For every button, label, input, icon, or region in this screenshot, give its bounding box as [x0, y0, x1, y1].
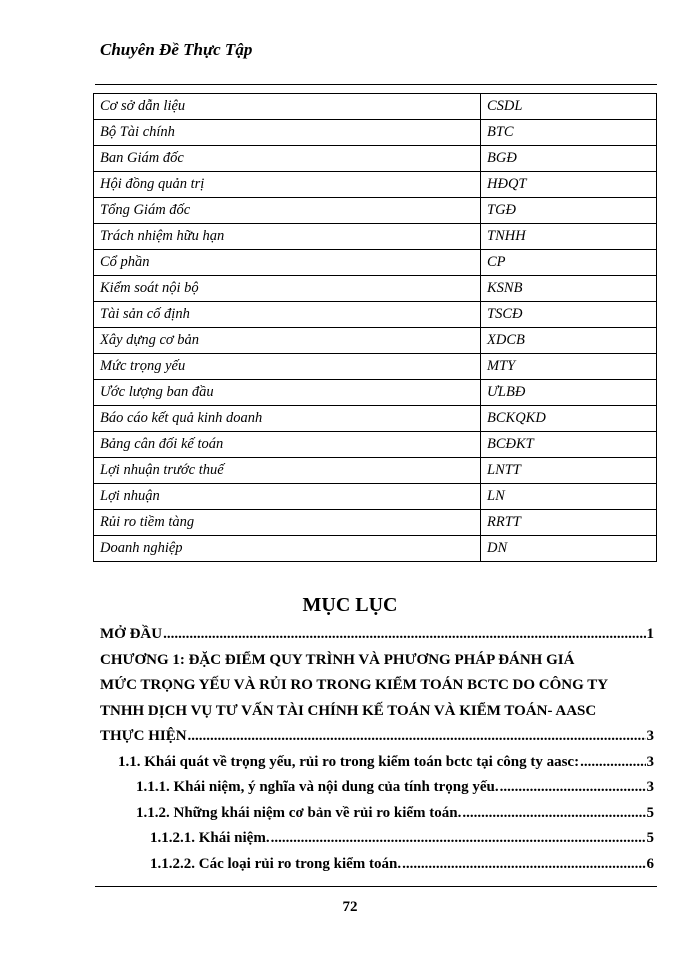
- toc-entry-page: 3: [646, 779, 654, 795]
- toc-title: MỤC LỤC: [302, 594, 398, 616]
- toc-leader-dots: [462, 801, 645, 827]
- toc-chapter-line: TNHH DỊCH VỤ TƯ VẤN TÀI CHÍNH KẾ TOÁN VÀ KIỂM TOÁN- AASC: [100, 702, 597, 719]
- abbreviation-code: DN: [481, 536, 657, 562]
- abbreviation-code: ƯLBĐ: [481, 380, 657, 406]
- abbreviation-row: [94, 276, 657, 302]
- abbreviation-term: Cổ phần: [94, 250, 481, 276]
- toc-leader-dots: [580, 750, 645, 776]
- abbreviation-row: [94, 172, 657, 198]
- toc-entry-page: 5: [646, 804, 654, 821]
- header-title: Chuyên Đề Thực Tập: [100, 40, 253, 59]
- abbreviation-term: Cơ sở dẫn liệu: [94, 94, 481, 120]
- header-rule: [95, 84, 657, 85]
- toc-entry-label: 1.1.2. Những khái niệm cơ bản về rủi ro kiểm toán.: [136, 804, 462, 821]
- abbreviation-row: [94, 406, 657, 432]
- toc-entry-page: 5: [646, 830, 654, 846]
- abbreviation-term: Ban Giám đốc: [94, 146, 481, 172]
- abbreviation-code: XDCB: [481, 328, 657, 354]
- toc-entry-label: MỞ ĐẦU: [100, 626, 163, 642]
- abbreviation-row: [94, 94, 657, 120]
- abbreviation-code: TNHH: [481, 224, 657, 250]
- toc-entry-mo-dau[interactable]: [100, 622, 654, 648]
- abbreviation-row: [94, 354, 657, 380]
- abbreviation-code: BGĐ: [481, 146, 657, 172]
- table-of-contents: [100, 622, 654, 877]
- abbreviation-row: [94, 224, 657, 250]
- toc-entry-page: 1: [646, 626, 654, 642]
- toc-entry-section[interactable]: [100, 826, 654, 852]
- abbreviation-row: [94, 250, 657, 276]
- abbreviation-code: MTY: [481, 354, 657, 380]
- abbreviation-term: Bảng cân đối kế toán: [94, 432, 481, 458]
- abbreviation-code: CSDL: [481, 94, 657, 120]
- toc-leader-dots: [271, 826, 646, 852]
- toc-entry-label: 1.1.2.1. Khái niệm.: [150, 830, 270, 846]
- abbreviation-code: RRTT: [481, 510, 657, 536]
- abbreviation-code: TGĐ: [481, 198, 657, 224]
- abbreviation-code: CP: [481, 250, 657, 276]
- abbreviation-code: KSNB: [481, 276, 657, 302]
- abbreviation-code: BTC: [481, 120, 657, 146]
- abbreviation-term: Xây dựng cơ bản: [94, 328, 481, 354]
- abbreviation-term: Kiểm soát nội bộ: [94, 276, 481, 302]
- toc-entry-section[interactable]: [100, 852, 654, 878]
- abbreviation-term: Báo cáo kết quả kinh doanh: [94, 406, 481, 432]
- toc-entry-section[interactable]: [100, 801, 654, 827]
- toc-leader-dots: [163, 622, 645, 648]
- abbreviation-row: [94, 536, 657, 562]
- footer-rule: [95, 886, 657, 887]
- abbreviation-code: LN: [481, 484, 657, 510]
- toc-chapter-line: CHƯƠNG 1: ĐẶC ĐIỂM QUY TRÌNH VÀ PHƯƠNG PHÁP ĐÁNH GIÁ: [100, 651, 575, 668]
- abbreviation-code: TSCĐ: [481, 302, 657, 328]
- toc-leader-dots: [188, 724, 646, 750]
- toc-entry-chapter-1[interactable]: [100, 648, 654, 750]
- abbreviation-code: LNTT: [481, 458, 657, 484]
- abbreviation-term: Doanh nghiệp: [94, 536, 481, 562]
- abbreviation-term: Trách nhiệm hữu hạn: [94, 224, 481, 250]
- abbreviation-row: [94, 120, 657, 146]
- abbreviation-term: Ước lượng ban đầu: [94, 380, 481, 406]
- abbreviation-term: Lợi nhuận: [94, 484, 481, 510]
- abbreviation-term: Bộ Tài chính: [94, 120, 481, 146]
- abbreviation-term: Mức trọng yếu: [94, 354, 481, 380]
- page-number: 72: [342, 899, 358, 915]
- toc-chapter-line: MỨC TRỌNG YẾU VÀ RỦI RO TRONG KIỂM TOÁN BCTC DO CÔNG TY: [100, 677, 609, 693]
- toc-entry-section[interactable]: [100, 775, 654, 801]
- abbreviation-term: Rủi ro tiềm tàng: [94, 510, 481, 536]
- abbreviation-row: [94, 484, 657, 510]
- toc-entry-page: 6: [646, 855, 654, 872]
- abbreviation-row: [94, 302, 657, 328]
- abbreviation-row: [94, 198, 657, 224]
- abbreviation-row: [94, 328, 657, 354]
- toc-entry-section[interactable]: [100, 750, 654, 776]
- abbreviation-term: Tài sản cố định: [94, 302, 481, 328]
- toc-entry-label: 1.1.1. Khái niệm, ý nghĩa và nội dung của tính trọng yếu.: [136, 779, 499, 795]
- toc-entry-label: THỰC HIỆN: [100, 728, 187, 744]
- abbreviation-row: [94, 432, 657, 458]
- toc-chapter-last-line: [100, 724, 654, 750]
- toc-leader-dots: [500, 775, 646, 801]
- abbreviation-row: [94, 510, 657, 536]
- abbreviation-code: BCĐKT: [481, 432, 657, 458]
- abbreviation-table: [93, 93, 657, 562]
- abbreviation-term: Tổng Giám đốc: [94, 198, 481, 224]
- abbreviation-term: Lợi nhuận trước thuế: [94, 458, 481, 484]
- toc-entry-label: 1.1.2.2. Các loại rủi ro trong kiểm toán.: [150, 855, 402, 872]
- abbreviation-row: [94, 146, 657, 172]
- abbreviation-row: [94, 458, 657, 484]
- toc-entry-label: 1.1. Khái quát về trọng yếu, rủi ro trong kiểm toán bctc tại công ty aasc:: [118, 753, 580, 770]
- toc-leader-dots: [402, 852, 645, 878]
- toc-entry-page: 3: [646, 728, 654, 744]
- toc-entry-page: 3: [646, 753, 654, 770]
- abbreviation-code: HĐQT: [481, 172, 657, 198]
- abbreviation-code: BCKQKD: [481, 406, 657, 432]
- abbreviation-row: [94, 380, 657, 406]
- abbreviation-term: Hội đồng quản trị: [94, 172, 481, 198]
- abbreviation-table-body: [94, 94, 657, 562]
